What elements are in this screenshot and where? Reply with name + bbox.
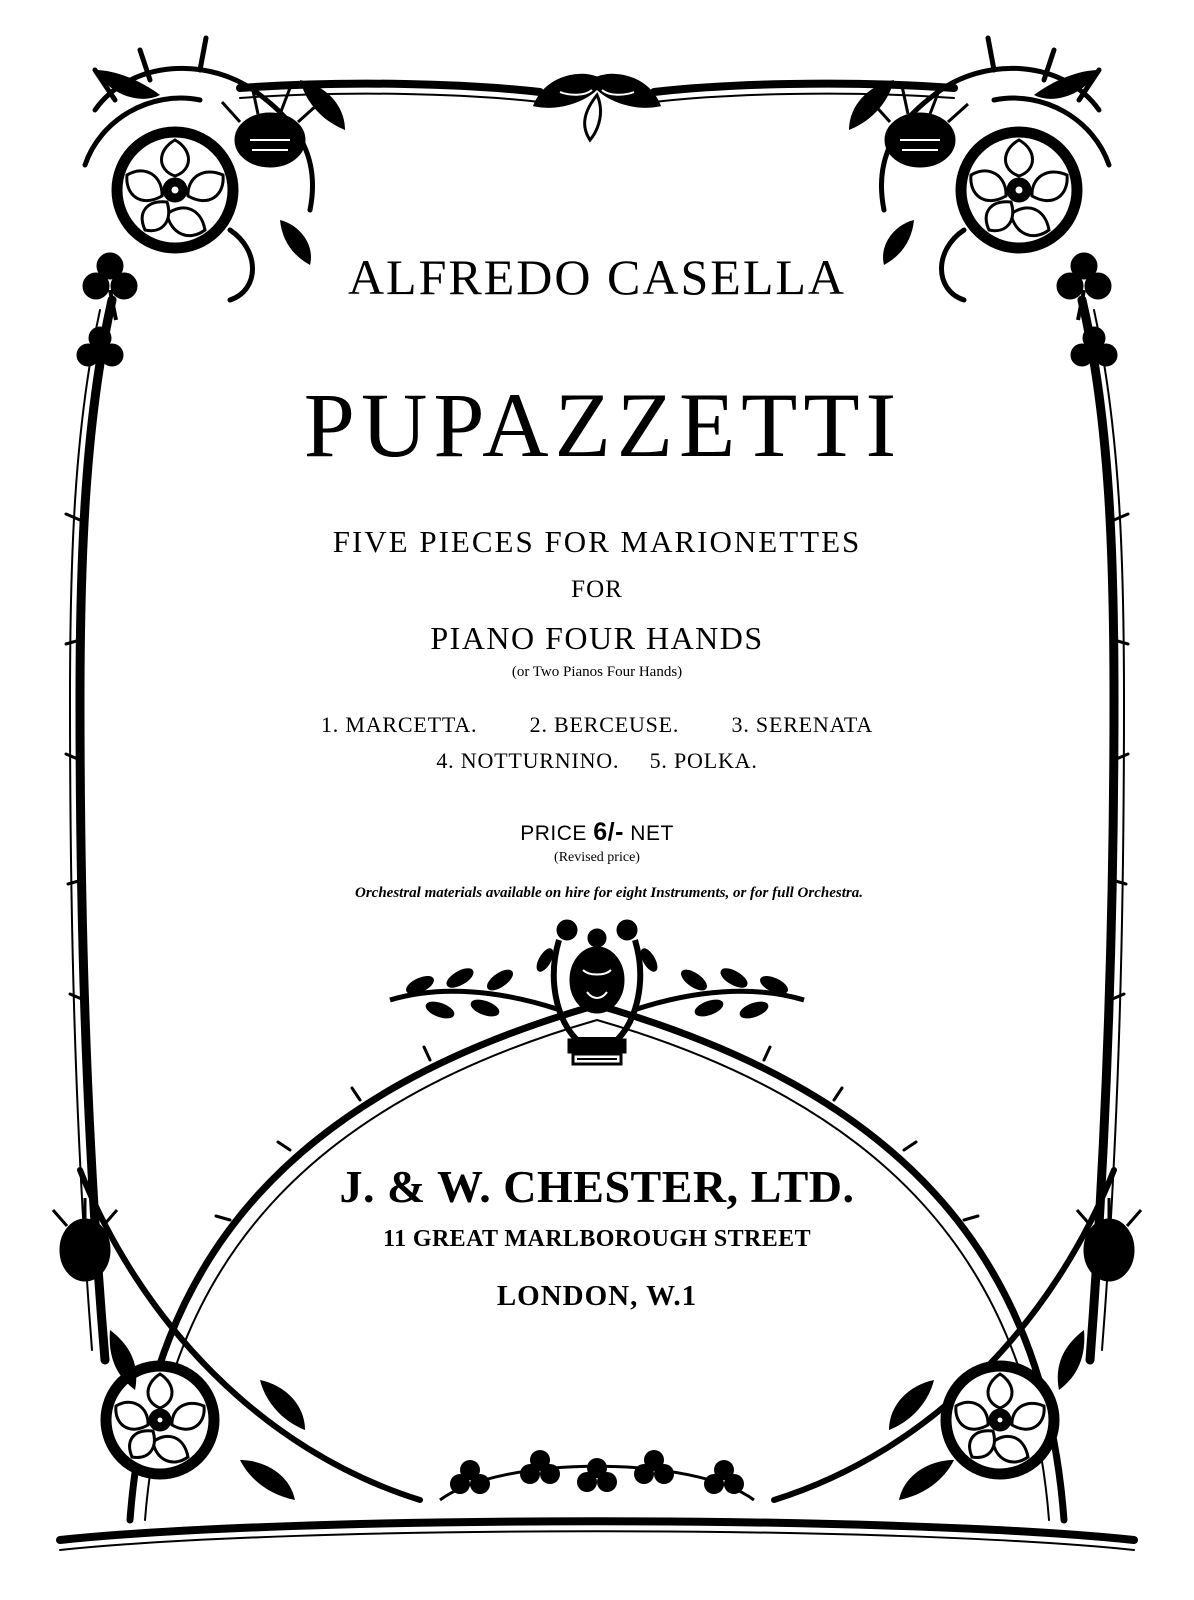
price-line <box>0 818 1194 847</box>
price-note: (Revised price) <box>554 850 640 865</box>
price-suffix: NET <box>630 822 674 845</box>
work-subtitle: FIVE PIECES FOR MARIONETTES <box>332 524 862 559</box>
piece-item: 4. NOTTURNINO. <box>436 748 620 773</box>
shamrock-icon <box>450 1450 744 1494</box>
tudor-rose-icon <box>942 1362 1058 1478</box>
pieces-list-row-2 <box>0 748 1194 774</box>
piece-item: 2. BERCEUSE. <box>529 712 680 737</box>
connector-text: FOR <box>571 576 623 603</box>
leaf-icon <box>535 75 659 140</box>
publisher-city: LONDON, W.1 <box>496 1280 698 1312</box>
orchestral-note: Orchestral materials available on hire for eight Instruments, or for full Orchestra. <box>355 885 863 901</box>
piece-item: 1. MARCETTA. <box>320 712 478 737</box>
thistle-icon <box>222 86 318 166</box>
piece-item: 5. POLKA. <box>649 748 758 773</box>
price-amount: 6/- <box>593 818 624 846</box>
alternative-instrumentation: (or Two Pianos Four Hands) <box>511 664 683 680</box>
tudor-rose-icon <box>113 128 237 252</box>
piece-item: 3. SERENATA <box>731 712 874 737</box>
lyre-emblem-icon <box>554 921 640 1064</box>
instrumentation: PIANO FOUR HANDS <box>430 620 764 656</box>
price-prefix: PRICE <box>520 822 587 845</box>
publisher-street: 11 GREAT MARLBOROUGH STREET <box>383 1226 811 1252</box>
pieces-list-row-1 <box>0 712 1194 738</box>
composer-name: ALFREDO CASELLA <box>347 249 847 305</box>
publisher-name: J. & W. CHESTER, LTD. <box>339 1161 855 1212</box>
tudor-rose-icon <box>957 128 1081 252</box>
work-title: PUPAZZETTI <box>303 374 903 476</box>
tudor-rose-icon <box>102 1362 218 1478</box>
